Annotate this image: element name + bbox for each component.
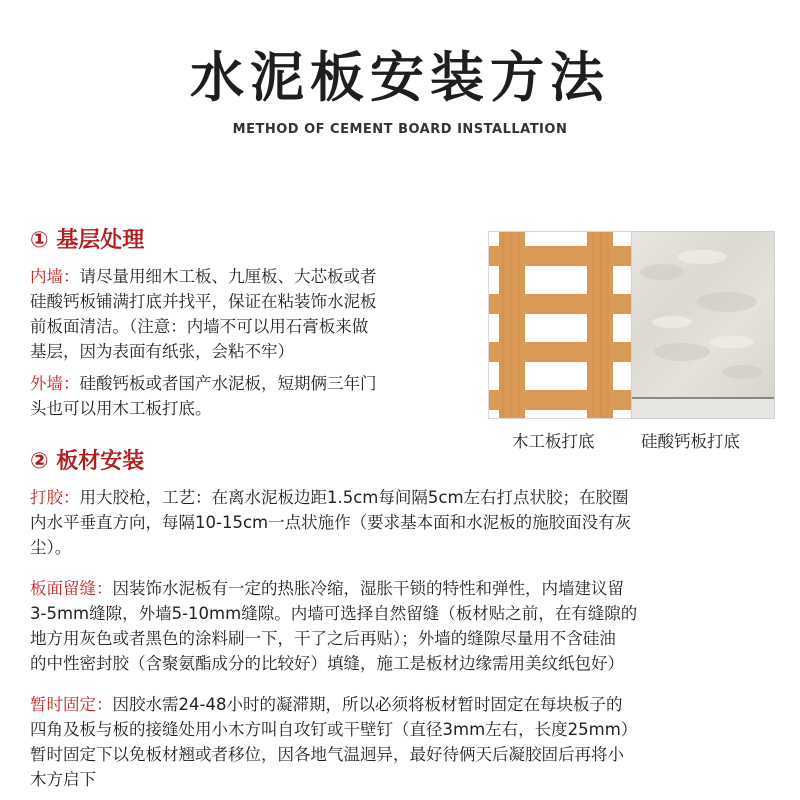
temporary-fix-paragraph <box>30 692 775 792</box>
text-line: 请尽量用细木工板、九厘板、大芯板或者 <box>79 267 377 286</box>
section1-interior-paragraph <box>30 264 470 364</box>
text-line: 因胶水需24-48小时的凝滞期，所以必须将板材暂时固定在每块板子的 <box>112 695 623 714</box>
calcium-silicate-caption: 硅酸钙板打底 <box>641 432 740 451</box>
text-line: 的中性密封胶（含聚氨酯成分的比较好）填缝，施工是板材边缘需用美纹纸包好） <box>30 654 624 673</box>
text-line: 内水平垂直方向，每隔10-15cm一点状施作（要求基本面和水泥板的施胶面没有灰 <box>30 513 632 532</box>
plywood-base-image <box>489 232 631 418</box>
text-line: 尘）。 <box>30 538 72 557</box>
text-line: 硅酸钙板或者国产水泥板，短期俩三年门 <box>79 374 377 393</box>
glue-paragraph <box>30 485 775 560</box>
gap-label: 板面留缝： <box>30 579 113 598</box>
text-line: 头也可以用木工板打底。 <box>30 399 212 418</box>
page-subtitle: METHOD OF CEMENT BOARD INSTALLATION <box>232 122 568 137</box>
text-line: 前板面清洁。（注意：内墙不可以用石膏板来做 <box>30 317 369 336</box>
page-title: 水泥板安装方法 <box>190 46 610 109</box>
exterior-wall-label: 外墙： <box>30 374 80 393</box>
text-line: 四角及板与板的接缝处用小木方叫自攻钉或干壁钉（直径3mm左右，长度25mm） <box>30 720 638 739</box>
text-line: 3-5mm缝隙，外墙5-10mm缝隙。内墙可选择自然留缝（板材贴之前，在有缝隙的 <box>30 604 638 623</box>
text-line: 硅酸钙板铺满打底并找平，保证在粘装饰水泥板 <box>30 292 377 311</box>
text-line: 木方启下 <box>30 770 96 789</box>
text-line: 基层，因为表面有纸张，会粘不牢） <box>30 342 294 361</box>
glue-label: 打胶： <box>30 488 80 507</box>
gap-paragraph <box>30 576 775 676</box>
section2-heading: ② 板材安装 <box>30 449 145 474</box>
text-line: 因装饰水泥板有一定的热胀冷缩，湿胀干锁的特性和弹性，内墙建议留 <box>112 579 624 598</box>
section1-exterior-paragraph <box>30 371 470 421</box>
interior-wall-label: 内墙： <box>30 267 80 286</box>
plywood-caption: 木工板打底 <box>512 432 595 451</box>
wood-grid-illustration <box>489 232 631 418</box>
section1-heading: ① 基层处理 <box>30 228 145 253</box>
text-line: 用大胶枪，工艺：在离水泥板边距1.5cm每间隔5cm左右打点状胶；在胶圈 <box>79 488 629 507</box>
calcium-silicate-base-image <box>632 232 774 418</box>
text-line: 地方用灰色或者黑色的涂料刷一下，干了之后再贴）；外墙的缝隙尽量用不含硅油 <box>30 629 616 648</box>
temporary-fix-label: 暂时固定： <box>30 695 113 714</box>
text-line: 暂时固定下以免板材翘或者移位，因各地气温迥异，最好待俩天后凝胶固后再将小 <box>30 745 624 764</box>
stone-texture-illustration <box>632 232 774 418</box>
